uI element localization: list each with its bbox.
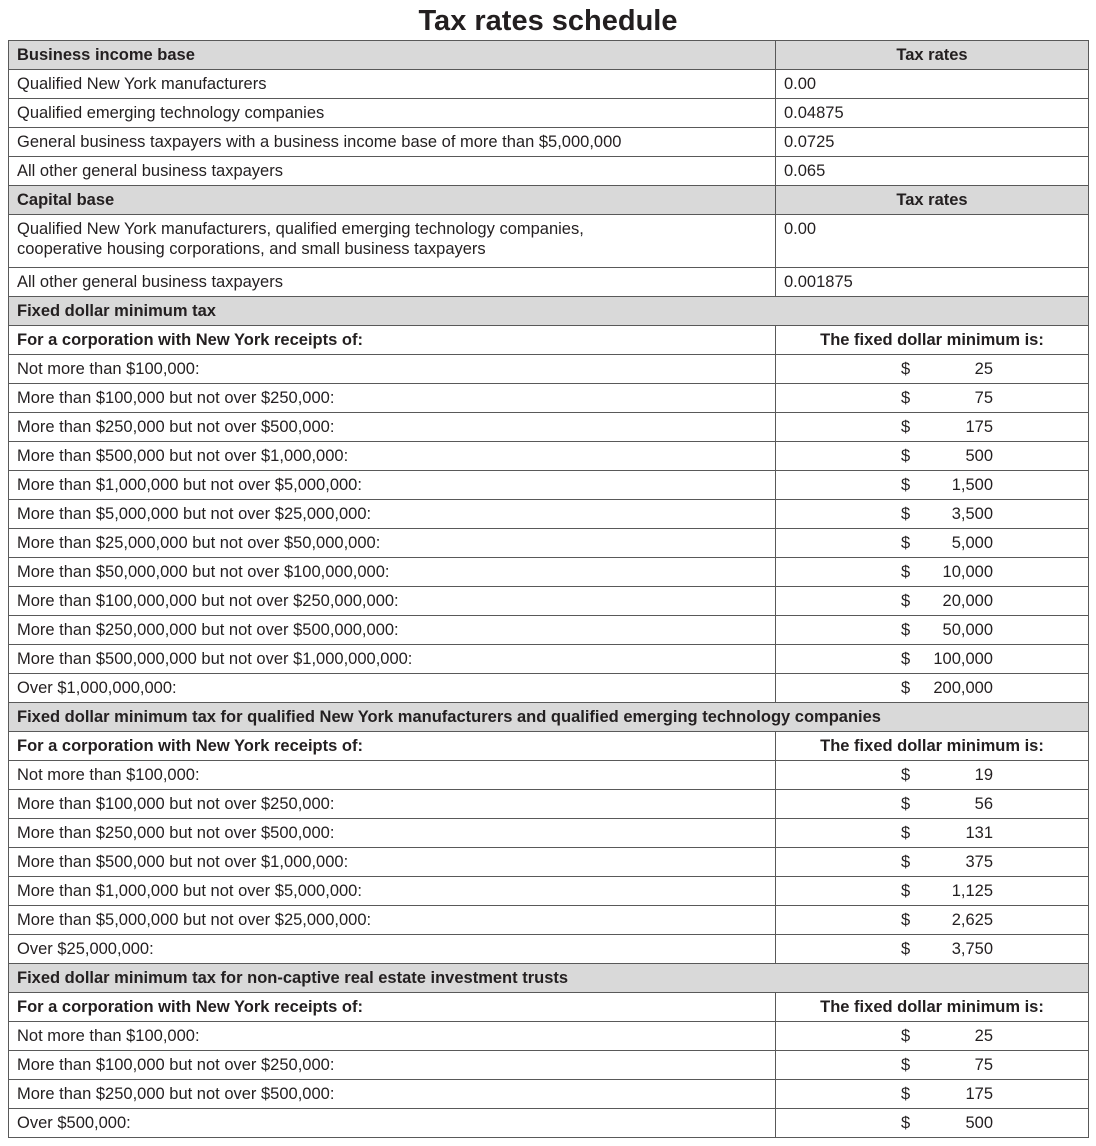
money-value: [901, 413, 993, 441]
money-value: [901, 1022, 993, 1050]
amount: 200,000: [933, 679, 993, 697]
row-amount-cell: [776, 1022, 1089, 1051]
currency-symbol: $: [901, 766, 911, 784]
row-label: Over $25,000,000:: [9, 935, 776, 964]
currency-symbol: $: [901, 650, 911, 668]
table-row: [9, 529, 1089, 558]
money-value: [901, 355, 993, 383]
money-value: [901, 558, 993, 586]
amount: 2,625: [951, 911, 993, 929]
tax-rates-table: [8, 40, 1089, 1138]
money-value: [901, 674, 993, 702]
table-row: [9, 935, 1089, 964]
table-row: [9, 500, 1089, 529]
row-amount-cell: [776, 471, 1089, 500]
row-label: More than $50,000,000 but not over $100,000,000:: [9, 558, 776, 587]
row-label: More than $100,000 but not over $250,000:: [9, 790, 776, 819]
currency-symbol: $: [901, 1085, 911, 1103]
amount: 20,000: [942, 592, 993, 610]
currency-symbol: $: [901, 882, 911, 900]
row-label: More than $100,000 but not over $250,000:: [9, 1051, 776, 1080]
column-subheader: [9, 732, 1089, 761]
row-amount-cell: [776, 877, 1089, 906]
rate-column-header: Tax rates: [776, 41, 1089, 70]
currency-symbol: $: [901, 418, 911, 436]
row-label: More than $5,000,000 but not over $25,000,000:: [9, 500, 776, 529]
amount: 19: [974, 766, 993, 784]
section-title: Fixed dollar minimum tax for qualified New York manufacturers and qualified emerging technology companies: [9, 703, 1089, 732]
row-label: All other general business taxpayers: [9, 268, 776, 297]
currency-symbol: $: [901, 389, 911, 407]
amount: 50,000: [942, 621, 993, 639]
amount: 175: [965, 418, 993, 436]
amount: 56: [974, 795, 993, 813]
money-value: [901, 819, 993, 847]
table-row: [9, 877, 1089, 906]
table-row: [9, 355, 1089, 384]
table-row: [9, 128, 1089, 157]
amount: 1,125: [951, 882, 993, 900]
row-amount-cell: [776, 529, 1089, 558]
amount: 175: [965, 1085, 993, 1103]
amount: 500: [965, 1114, 993, 1132]
row-amount-cell: [776, 442, 1089, 471]
money-value: [901, 442, 993, 470]
money-value: [901, 848, 993, 876]
amount: 25: [974, 1027, 993, 1045]
row-label: More than $250,000 but not over $500,000:: [9, 819, 776, 848]
table-row: [9, 848, 1089, 877]
money-value: [901, 529, 993, 557]
row-label: Not more than $100,000:: [9, 1022, 776, 1051]
amount: 3,750: [951, 940, 993, 958]
amount: 1,500: [951, 476, 993, 494]
money-value: [901, 384, 993, 412]
row-rate: 0.00: [776, 215, 1089, 268]
table-row: [9, 215, 1089, 268]
row-label: More than $25,000,000 but not over $50,000,000:: [9, 529, 776, 558]
currency-symbol: $: [901, 1114, 911, 1132]
currency-symbol: $: [901, 360, 911, 378]
row-label: Not more than $100,000:: [9, 761, 776, 790]
row-label: More than $250,000,000 but not over $500,000,000:: [9, 616, 776, 645]
money-value: [901, 587, 993, 615]
currency-symbol: $: [901, 1056, 911, 1074]
table-row: [9, 1080, 1089, 1109]
table-row: [9, 616, 1089, 645]
row-label: More than $500,000 but not over $1,000,000:: [9, 848, 776, 877]
minimum-column-header: The fixed dollar minimum is:: [776, 993, 1089, 1022]
page-title: Tax rates schedule: [418, 5, 678, 37]
row-amount-cell: [776, 790, 1089, 819]
section-header-fixed-dollar-minimum-qualified: [9, 703, 1089, 732]
row-amount-cell: [776, 413, 1089, 442]
money-value: [901, 645, 993, 673]
table-row: [9, 471, 1089, 500]
column-subheader: [9, 326, 1089, 355]
row-label-line: cooperative housing corporations, and small business taxpayers: [17, 240, 486, 258]
table-row: [9, 384, 1089, 413]
row-label: More than $100,000,000 but not over $250,000,000:: [9, 587, 776, 616]
currency-symbol: $: [901, 940, 911, 958]
receipts-column-header: For a corporation with New York receipts of:: [9, 732, 776, 761]
money-value: [901, 1080, 993, 1108]
amount: 131: [965, 824, 993, 842]
table-row: [9, 1109, 1089, 1138]
section-title: Business income base: [9, 41, 776, 70]
row-label: Qualified emerging technology companies: [9, 99, 776, 128]
amount: 10,000: [942, 563, 993, 581]
row-label: More than $500,000 but not over $1,000,000:: [9, 442, 776, 471]
row-rate: 0.0725: [776, 128, 1089, 157]
amount: 25: [974, 360, 993, 378]
money-value: [901, 906, 993, 934]
tax-rates-table-body: [9, 41, 1089, 1138]
row-label: Qualified New York manufacturers: [9, 70, 776, 99]
row-rate: 0.04875: [776, 99, 1089, 128]
row-amount-cell: [776, 1051, 1089, 1080]
row-label: More than $1,000,000 but not over $5,000,000:: [9, 877, 776, 906]
section-title: Capital base: [9, 186, 776, 215]
currency-symbol: $: [901, 679, 911, 697]
currency-symbol: $: [901, 534, 911, 552]
money-value: [901, 790, 993, 818]
row-label-line: Qualified New York manufacturers, qualified emerging technology companies,: [17, 220, 584, 238]
row-label: Not more than $100,000:: [9, 355, 776, 384]
amount: 75: [974, 389, 993, 407]
row-label: More than $1,000,000 but not over $5,000,000:: [9, 471, 776, 500]
section-header-business-income: [9, 41, 1089, 70]
table-row: [9, 674, 1089, 703]
row-label: General business taxpayers with a business income base of more than $5,000,000: [9, 128, 776, 157]
amount: 375: [965, 853, 993, 871]
amount: 3,500: [951, 505, 993, 523]
section-header-fixed-dollar-minimum-reit: [9, 964, 1089, 993]
table-row: [9, 70, 1089, 99]
minimum-column-header: The fixed dollar minimum is:: [776, 732, 1089, 761]
table-row: [9, 1022, 1089, 1051]
table-row: [9, 906, 1089, 935]
section-title: Fixed dollar minimum tax: [9, 297, 1089, 326]
table-row: [9, 157, 1089, 186]
money-value: [901, 616, 993, 644]
money-value: [901, 1051, 993, 1079]
row-rate: 0.00: [776, 70, 1089, 99]
currency-symbol: $: [901, 447, 911, 465]
column-subheader: [9, 993, 1089, 1022]
rate-column-header: Tax rates: [776, 186, 1089, 215]
currency-symbol: $: [901, 795, 911, 813]
table-row: [9, 442, 1089, 471]
table-row: [9, 819, 1089, 848]
row-amount-cell: [776, 935, 1089, 964]
table-row: [9, 558, 1089, 587]
table-row: [9, 761, 1089, 790]
section-header-capital-base: [9, 186, 1089, 215]
row-amount-cell: [776, 848, 1089, 877]
row-amount-cell: [776, 645, 1089, 674]
minimum-column-header: The fixed dollar minimum is:: [776, 326, 1089, 355]
row-label: More than $5,000,000 but not over $25,000,000:: [9, 906, 776, 935]
row-label: All other general business taxpayers: [9, 157, 776, 186]
row-amount-cell: [776, 674, 1089, 703]
section-title: Fixed dollar minimum tax for non-captive real estate investment trusts: [9, 964, 1089, 993]
amount: 5,000: [951, 534, 993, 552]
amount: 500: [965, 447, 993, 465]
row-label: More than $250,000 but not over $500,000:: [9, 1080, 776, 1109]
currency-symbol: $: [901, 911, 911, 929]
row-amount-cell: [776, 1109, 1089, 1138]
row-rate: 0.065: [776, 157, 1089, 186]
table-row: [9, 413, 1089, 442]
table-row: [9, 1051, 1089, 1080]
currency-symbol: $: [901, 621, 911, 639]
row-amount-cell: [776, 906, 1089, 935]
currency-symbol: $: [901, 1027, 911, 1045]
row-amount-cell: [776, 587, 1089, 616]
row-label: Over $500,000:: [9, 1109, 776, 1138]
currency-symbol: $: [901, 824, 911, 842]
money-value: [901, 935, 993, 963]
currency-symbol: $: [901, 563, 911, 581]
table-row: [9, 99, 1089, 128]
currency-symbol: $: [901, 505, 911, 523]
row-label: More than $500,000,000 but not over $1,000,000,000:: [9, 645, 776, 674]
row-label: [9, 215, 776, 268]
row-label: Over $1,000,000,000:: [9, 674, 776, 703]
row-amount-cell: [776, 1080, 1089, 1109]
section-header-fixed-dollar-minimum: [9, 297, 1089, 326]
receipts-column-header: For a corporation with New York receipts of:: [9, 326, 776, 355]
currency-symbol: $: [901, 476, 911, 494]
row-amount-cell: [776, 558, 1089, 587]
row-amount-cell: [776, 384, 1089, 413]
amount: 100,000: [933, 650, 993, 668]
table-row: [9, 587, 1089, 616]
table-row: [9, 268, 1089, 297]
receipts-column-header: For a corporation with New York receipts of:: [9, 993, 776, 1022]
table-row: [9, 790, 1089, 819]
money-value: [901, 471, 993, 499]
row-amount-cell: [776, 761, 1089, 790]
money-value: [901, 1109, 993, 1137]
currency-symbol: $: [901, 592, 911, 610]
row-label: More than $250,000 but not over $500,000:: [9, 413, 776, 442]
row-amount-cell: [776, 500, 1089, 529]
row-amount-cell: [776, 355, 1089, 384]
row-amount-cell: [776, 616, 1089, 645]
table-row: [9, 645, 1089, 674]
row-label: More than $100,000 but not over $250,000:: [9, 384, 776, 413]
amount: 75: [974, 1056, 993, 1074]
money-value: [901, 500, 993, 528]
money-value: [901, 761, 993, 789]
row-rate: 0.001875: [776, 268, 1089, 297]
money-value: [901, 877, 993, 905]
currency-symbol: $: [901, 853, 911, 871]
row-amount-cell: [776, 819, 1089, 848]
